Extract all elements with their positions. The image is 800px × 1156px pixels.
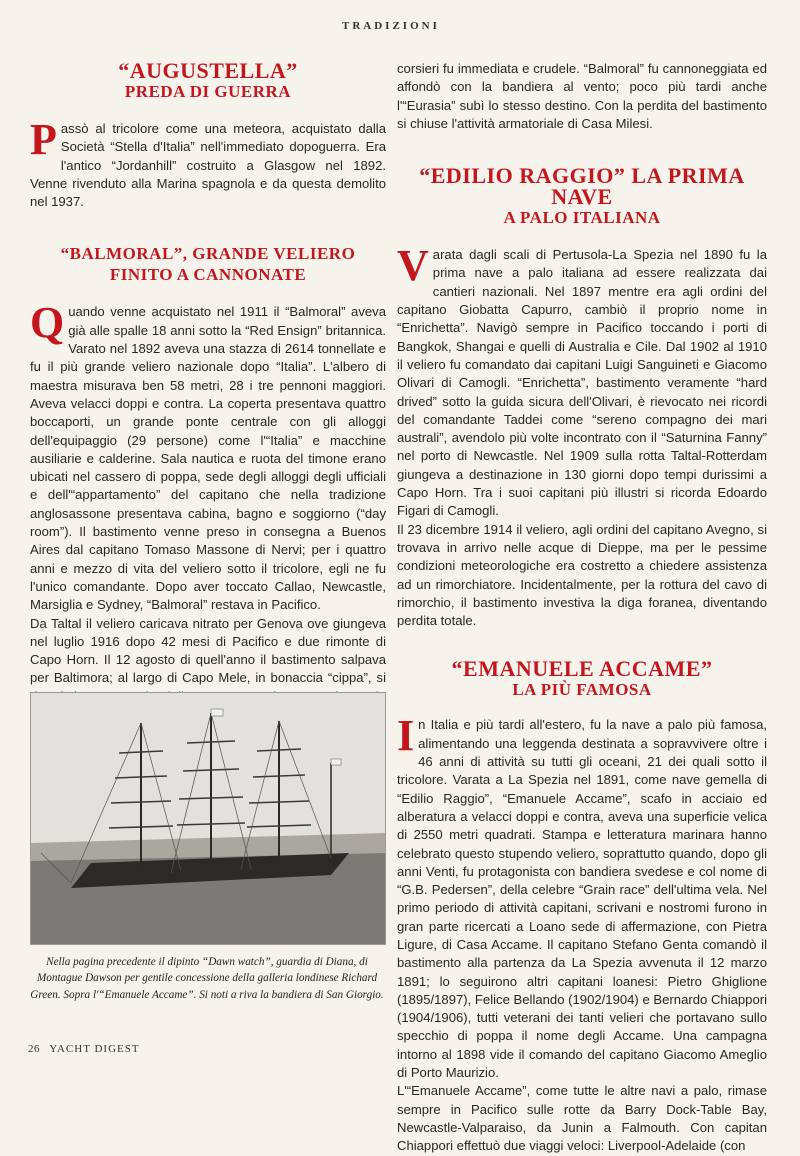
ship-photo — [30, 692, 386, 945]
paragraph — [397, 711, 767, 1082]
balmoral-subtitle: FINITO A CANNONATE — [109, 265, 307, 285]
augustella-title: “AUGUSTELLA” — [118, 58, 298, 83]
accame-subtitle: LA PIÙ FAMOSA — [512, 680, 652, 700]
page-footer — [28, 1043, 140, 1055]
magazine-name: YACHT DIGEST — [49, 1043, 140, 1055]
augustella-text: assò al tricolore come una meteora, acquistato dalla Società “Stella d'Italia” nell'immediato dopoguerra. Era l'antico “Jordanhill” costruito a Glasgow nel 1892. Venne rivenduto alla Marina spagnola e da questa demolito nel 1937. — [30, 121, 386, 210]
accame-p2: L'“Emanuele Accame”, come tutte le altre navi a palo, rimase sempre in Pacifico sulle rotte da Barry Dock-Table Bay, Newcastle-Valparaiso, da Junin a Falmouth. Con capitan Chiappori effettuò due viaggi veloci: Liverpool-Adelaide (con — [397, 1083, 767, 1154]
balmoral-heading — [30, 243, 386, 285]
raggio-p1: arata dagli scali di Pertusola-La Spezia nel 1890 fu la prima nave a palo italiana ad essere realizzata dai cantieri nazionali. Nel 1897 mentre era agli ordini del capitano Giobatta Capurro, cambiò il proprio nome in “Enrichetta”. Navigò sempre in Pacifico toccando i porti di Bangkok, Shangai e quelli di Australia e Cile. Dal 1902 al 1910 il veliero fu comandato dai capitani Luigi Sanguineti e Giacomo Olivari di Camogli. “Enrichetta”, bastimento veramente “hard drived” sotto la guida sicura dell'Olivari, è rievocato nei ricordi del comandante Taddei come “sereno compagno dei mari australi”, avendolo più volte incontrato con il “Saturnina Fanny” nel porto di Newcastle. Nel 1909 sulla rotta Taltal-Rotterdam giungeva a destinazione in 130 giorni dopo tempi durissimi a Capo Horn. Tra i suoi capitani più illustri si ricorda Edoardo Figari di Camogli. — [397, 247, 767, 519]
balmoral-p2: Da Taltal il veliero caricava nitrato per Genova ove giungeva nel luglio 1916 dopo 42 mesi di Pacifico e due rimonte di Capo Horn. Il 12 agosto di quell'anno il bastimento salpava per Baltimora; al largo di Capo Mele, in bonaccia “cippa”, si — [30, 615, 386, 686]
dropcap: V — [397, 241, 429, 291]
paragraph — [30, 298, 386, 614]
balmoral-title: “BALMORAL”, GRANDE VELIERO — [60, 244, 356, 264]
left-column — [30, 56, 386, 761]
augustella-body — [30, 115, 386, 211]
accame-body — [397, 711, 767, 1155]
photo-caption: Nella pagina precedente il dipinto “Dawn watch”, guardia di Diana, di Montague Dawson per gentile concessione della galleria londinese Richard Green. Sopra l'“Emanuele Accame”. Si noti a riva la bandiera di San Giorgio. — [30, 956, 384, 1001]
raggio-title: “EDILIO RAGGIO” LA PRIMA NAVE — [419, 163, 745, 210]
balmoral-p1: uando venne acquistato nel 1911 il “Balmoral” aveva già alle spalle 18 anni sotto la “Red Ensign” britannica. Varato nel 1892 aveva una stazza di 2614 tonnellate e fu il più grande veliero nazionale dopo “Italia”. L'albero di maestra misurava ben 58 metri, 28 i tre pennoni maggiori. Aveva velacci doppi e contra. La coperta presentava quattro boccaporti, un grande ponte centrale con gli alloggi dell'equipaggio (29 persone) come l'“Italia” e macchine ausiliarie e calderine. Sala nautica e ruota del timone erano ubicati nel cassero di poppa, sede degli alloggi degli ufficiali e dell'“appartamento” del capitano che nella tradizione anglosassone presentava cabina, bagno e soggiorno (“day room”). Il bastimento venne preso in consegna a Buenos Aires dal capitano Tomaso Massone di Nervi; per i quattro anni e mezzo di vita del veliero sotto il tricolore, egli ne fu l'unico comandante. Dopo aver toccato Callao, Newcastle, Marsiglia e Sydney, “Balmoral” restava in Pacifico. — [30, 304, 386, 613]
dropcap: P — [30, 115, 57, 164]
accame-p1: n Italia e più tardi all'estero, fu la nave a palo più famosa, alimentando una leggenda destinata a sopravvivere oltre i 46 anni di attività su tutti gli oceani, 21 dei quali sotto il tricolore. Varata a La Spezia nel 1891, come nave gemella di “Edilio Raggio”, “Emanuele Accame”, scafo in acciaio ed alberatura a velacci doppi e contra, aveva una superficie velica di 2550 metri quadrati. Stampa e letteratura marinara hanno celebrato questo stupendo veliero, soprattutto quando, dopo gli anni Venti, fu protagonista con bandiera svedese e col nome di “G.B. Pedersen”, della celebre “Grain race” dell'ultima vela. Nel primo periodo di attività capitani, scrivani e nostromi furono in gran parte ricercati a Loano sede di affermazione, con Pietra Ligure, di Casa Accame. Il capitano Stefano Genta comandò il bastimento alla partenza da La Spezia avvenuta il 12 marzo 1891; lo seguirono altri capitani loanesi: Pietro Ghiglione (1895/1897), Felice Bellando (1902/1904) e Bernardo Chiappori (1904/1906), tutti veterani dei tanti velieri che portavano sullo specchio di poppa il nome degli Accame. Una campagna intorno al 1898 vide il comando del capitano Giacomo Ameglio di Porto Maurizio. — [397, 717, 767, 1081]
augustella-subtitle: PREDA DI GUERRA — [124, 82, 292, 101]
section-tag: TRADIZIONI — [342, 20, 440, 32]
raggio-heading — [397, 165, 767, 228]
raggio-body — [397, 241, 767, 630]
balmoral-continuation: corsieri fu immediata e crudele. “Balmoral” fu cannoneggiata ed affondò con la bandiera al vento; poco più tardi anche l'“Eurasia” subì lo stesso destino. Con la perdita del bastimento si chiuse l'attività armatoriale di Casa Milesi. — [397, 61, 767, 131]
paragraph — [397, 241, 767, 520]
page-number: 26 — [28, 1043, 40, 1055]
raggio-p2: Il 23 dicembre 1914 il veliero, agli ordini del capitano Avegno, si trovava in arrivo nelle acque di Dieppe, ma per le pessime condizioni meteorologiche era costretto a chiedere assistenza ad un rimorchiatore. Incidentalmente, per la rottura del cavo di rimorchio, il bastimento investiva la diga foranea, diventando perdita totale. — [397, 521, 767, 629]
raggio-subtitle: A PALO ITALIANA — [503, 208, 661, 228]
dropcap: I — [397, 711, 415, 761]
right-column — [397, 56, 767, 1156]
accame-title: “EMANUELE ACCAME” — [451, 656, 713, 682]
sailing-ship-icon — [31, 693, 385, 944]
augustella-heading — [30, 60, 386, 102]
dropcap: Q — [30, 298, 65, 348]
accame-heading — [397, 658, 767, 700]
